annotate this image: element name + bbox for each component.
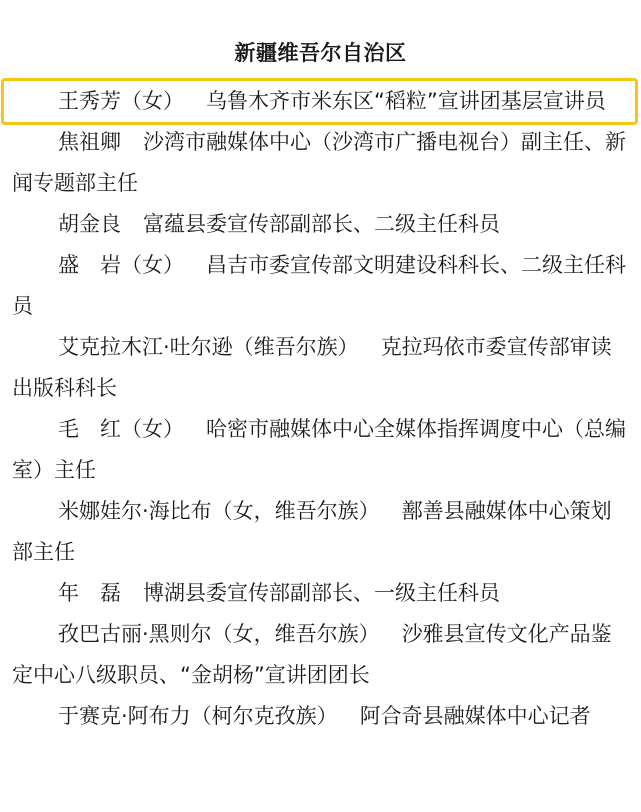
honoree-name: 孜巴古丽·黑则尔（女，维吾尔族） [58,622,380,646]
honoree-entry [12,409,627,491]
honoree-position: 鄯善县融媒体中心策划部主任 [12,499,612,564]
honoree-position: 哈密市融媒体中心全媒体指挥调度中心（总编室）主任 [12,417,626,482]
honoree-name: 胡金良 [58,212,121,236]
honoree-position: 昌吉市委宣传部文明建设科科长、二级主任科员 [12,253,626,318]
region-title: 新疆维吾尔自治区 [234,41,407,65]
honoree-name: 米娜娃尔·海比布（女，维吾尔族） [58,499,380,523]
honoree-entry [12,573,627,614]
honoree-name: 毛 红（女） [58,417,184,441]
honoree-position: 克拉玛依市委宣传部审读出版科科长 [12,335,612,400]
honoree-name: 年 磊 [58,581,121,605]
honoree-position: 富蕴县委宣传部副部长、二级主任科员 [143,212,500,236]
honoree-entry [12,245,627,327]
honoree-position: 沙雅县宣传文化产品鉴定中心八级职员、“金胡杨”宣讲团团长 [12,622,612,687]
honoree-name: 艾克拉木江·吐尔逊（维吾尔族） [58,335,359,359]
honoree-entry [4,81,635,122]
honoree-name: 焦祖卿 [58,130,121,154]
honoree-entry [12,614,627,696]
honoree-position: 阿合奇县融媒体中心记者 [359,704,591,728]
honoree-entry [12,696,627,737]
honoree-list [12,81,627,737]
honoree-name: 于赛克·阿布力（柯尔克孜族） [58,704,338,728]
honoree-entry [12,327,627,409]
honoree-entry [12,122,627,204]
honoree-entry [12,491,627,573]
honoree-position: 乌鲁木齐市米东区“稻粒”宣讲团基层宣讲员 [206,89,606,113]
honoree-position: 博湖县委宣传部副部长、一级主任科员 [143,581,500,605]
honoree-name: 王秀芳（女） [58,89,184,113]
honoree-name: 盛 岩（女） [58,253,184,277]
honoree-entry [12,204,627,245]
honoree-position: 沙湾市融媒体中心（沙湾市广播电视台）副主任、新闻专题部主任 [12,130,626,195]
